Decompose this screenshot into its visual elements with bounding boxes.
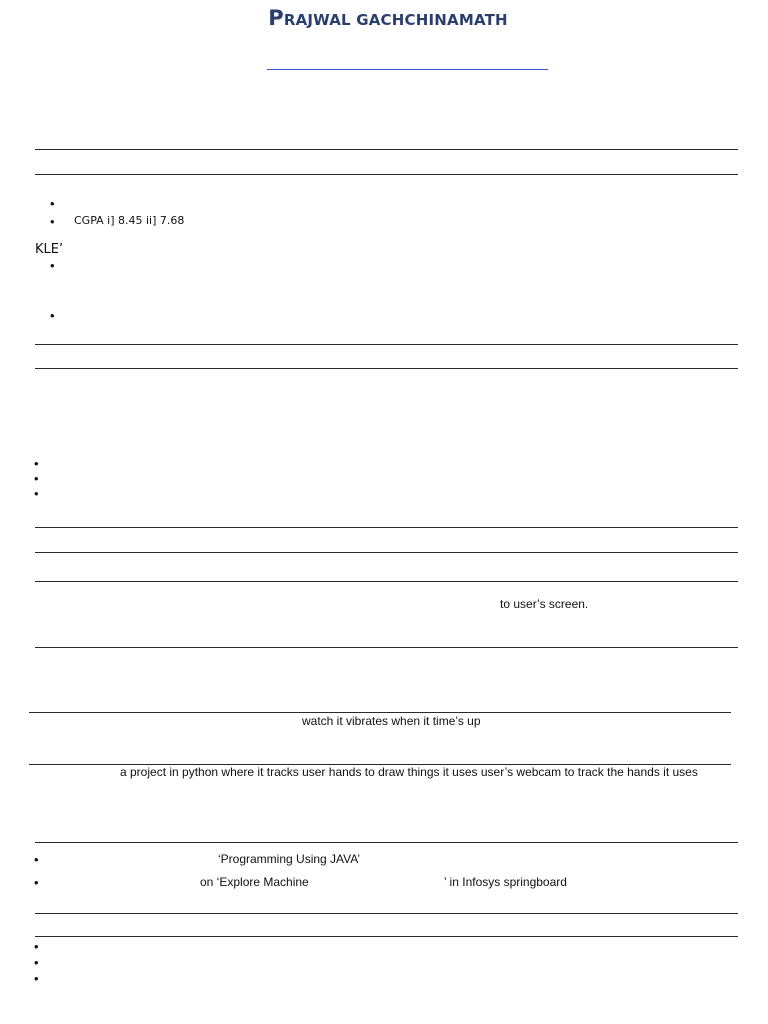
project-1-text: to user’s screen. <box>500 597 589 611</box>
section-rule <box>35 149 738 150</box>
bullet: • <box>34 456 39 471</box>
institution-name: KLE’ <box>35 242 64 257</box>
section-rule <box>35 913 738 914</box>
project-3-text: a project in python where it tracks user hands to draw things it uses user’s webcam to track the hands it uses <box>120 765 698 779</box>
section-rule <box>35 174 738 175</box>
section-rule <box>35 527 738 528</box>
section-rule <box>35 842 738 843</box>
section-rule <box>35 368 738 369</box>
bullet: • <box>34 852 39 867</box>
bullet: • <box>34 471 39 486</box>
bullet: • <box>34 971 39 986</box>
project-2-text: watch it vibrates when it time’s up <box>302 714 481 728</box>
section-rule <box>35 552 738 553</box>
bullet: • <box>34 486 39 501</box>
bullet: • <box>50 258 55 273</box>
bullet: • <box>34 875 39 890</box>
cgpa-text: CGPA i] 8.45 ii] 7.68 <box>74 214 185 227</box>
cert-2-text-part1: on ‘Explore Machine <box>200 875 309 889</box>
title-underline <box>267 69 548 70</box>
name-last: GACHCHINAMATH <box>356 11 508 29</box>
name-first-initial: P <box>268 6 284 30</box>
section-rule <box>35 936 738 937</box>
bullet: • <box>34 939 39 954</box>
cert-2-text-part2: ’ in Infosys springboard <box>444 875 567 889</box>
project-rule <box>35 581 738 582</box>
bullet: • <box>50 308 55 323</box>
section-rule <box>35 344 738 345</box>
project-rule <box>29 712 731 713</box>
name-first-rest: RAJWAL <box>283 11 351 29</box>
bullet: • <box>50 196 55 211</box>
bullet: • <box>50 214 55 229</box>
cert-1-text: ‘Programming Using JAVA’ <box>218 852 361 866</box>
project-rule <box>35 647 738 648</box>
bullet: • <box>34 955 39 970</box>
resume-name <box>0 6 768 30</box>
